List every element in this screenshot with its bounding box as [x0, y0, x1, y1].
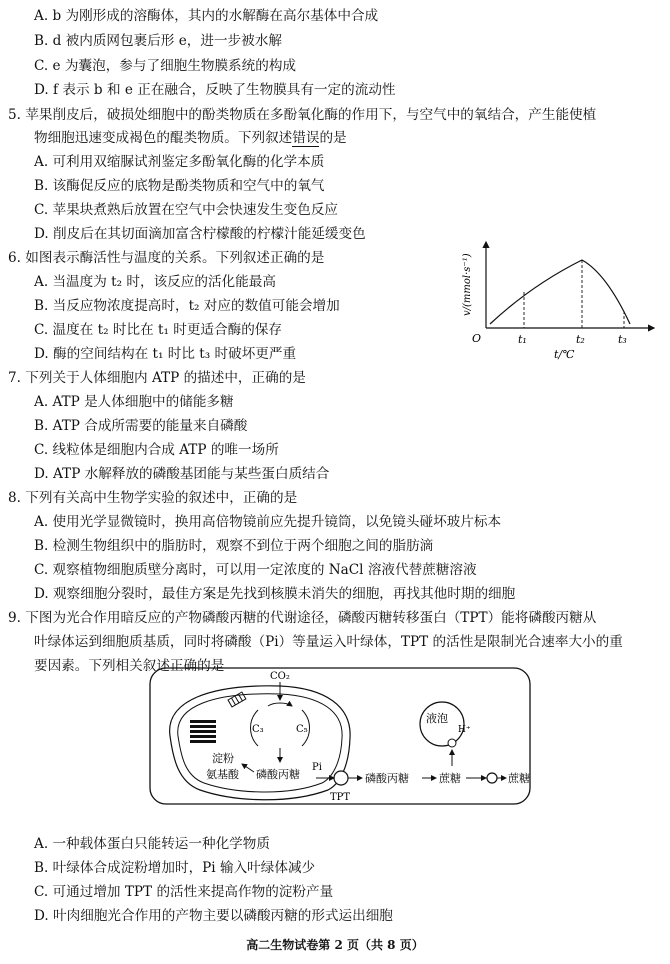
graph-y-label: v/(mmol·s⁻¹) [462, 253, 473, 316]
starch-label: 淀粉 [212, 752, 234, 765]
option-5b: B. 该酶促反应的底物是酚类物质和空气中的氧气 [34, 178, 325, 194]
page-footer: 高二生物试卷第 2 页（共 8 页） [246, 938, 424, 952]
activity-curve [490, 260, 630, 324]
option-5d: D. 削皮后在其切面滴加富含柠檬酸的柠檬汁能延缓变色 [34, 226, 366, 242]
small-thylakoid-icon [228, 692, 246, 707]
sucrose-out-label: 蔗糖 [508, 772, 530, 785]
option-8a: A. 使用光学显微镜时，换用高倍物镜前应先提升镜筒，以免镜头碰坏玻片标本 [34, 514, 502, 530]
option-4d: D. f 表示 b 和 e 正在融合，反映了生物膜具有一定的流动性 [34, 82, 396, 98]
tpt-transporter-icon [334, 771, 348, 785]
option-6b: B. 当反应物浓度提高时，t₂ 对应的数值可能会增加 [34, 298, 340, 314]
option-9c: C. 可通过增加 TPT 的活性来提高作物的淀粉产量 [34, 884, 334, 900]
triose-to-starch-arrow [242, 764, 254, 772]
sucrose-exporter-icon [487, 773, 497, 783]
graph-x-label: t/℃ [554, 348, 575, 361]
pi-label: Pi [312, 762, 322, 773]
option-6a: A. 当温度为 t₂ 时，该反应的活化能最高 [34, 274, 276, 290]
c5-label: C₅ [296, 724, 308, 735]
option-7d: D. ATP 水解释放的磷酸基团能与某些蛋白质结合 [34, 466, 330, 482]
q5-text: 物细胞迅速变成褐色的醌类物质。下列叙述 [34, 130, 293, 146]
option-9a: A. 一种载体蛋白只能转运一种化学物质 [34, 836, 270, 852]
sucrose-label: 蔗糖 [439, 772, 461, 785]
option-5c: C. 苹果块煮熟后放置在空气中会快速发生变色反应 [34, 202, 339, 218]
question-6-stem: 6. 如图表示酶活性与温度的关系。下列叙述正确的是 [8, 250, 325, 266]
option-9b: B. 叶绿体合成淀粉增加时，Pi 输入叶绿体减少 [34, 860, 316, 876]
option-5a: A. 可利用双缩脲试剂鉴定多酚氧化酶的化学本质 [34, 154, 325, 170]
question-9-stem: 9. 下图为光合作用暗反应的产物磷酸丙糖的代谢途径，磷酸丙糖转移蛋白（TPT）能将磷酸丙糖从 [8, 610, 597, 626]
q5-text-end: 的是 [319, 130, 347, 146]
graph-origin: O [472, 332, 482, 345]
question-9-stem-cont2: 要因素。下列相关叙述正确的是 [34, 658, 225, 674]
option-7c: C. 线粒体是细胞内合成 ATP 的唯一场所 [34, 442, 279, 458]
tick-t3: t₃ [618, 333, 627, 346]
option-4b: B. d 被内质网包裹后形 e，进一步被水解 [34, 33, 282, 49]
question-5-stem-cont [34, 128, 347, 148]
question-9-stem-cont1: 叶绿体运到细胞质基质，同时将磷酸（Pi）等量运入叶绿体，TPT 的活性是限制光合速率大小的重 [34, 634, 623, 650]
thylakoid-stack-icon [190, 720, 216, 743]
amino-acid-label: 氨基酸 [206, 768, 239, 781]
option-4c: C. e 为囊泡，参与了细胞生物膜系统的构成 [34, 58, 297, 74]
enzyme-temperature-graph [440, 236, 665, 361]
hplus-label: H⁺ [458, 725, 471, 735]
option-9d: D. 叶肉细胞光合作用的产物主要以磷酸丙糖的形式运出细胞 [34, 908, 393, 924]
triose-in-label: 磷酸丙糖 [256, 768, 300, 781]
option-8b: B. 检测生物组织中的脂肪时，观察不到位于两个细胞之间的脂肪滴 [34, 538, 434, 554]
question-7-stem: 7. 下列关于人体细胞内 ATP 的描述中，正确的是 [8, 370, 306, 386]
tpt-label: TPT [330, 792, 351, 803]
triose-phosphate-diagram [140, 666, 540, 828]
option-7b: B. ATP 合成所需要的能量来自磷酸 [34, 418, 248, 434]
question-8-stem: 8. 下列有关高中生物学实验的叙述中，正确的是 [8, 490, 298, 506]
option-4a: A. b 为刚形成的溶酶体，其内的水解酶在高尔基体中合成 [34, 8, 379, 24]
question-5-stem: 5. 苹果削皮后，破损处细胞中的酚类物质在多酚氧化酶的作用下，与空气中的氧结合，产生能使植 [8, 107, 597, 123]
option-6c: C. 温度在 t₂ 时比在 t₁ 时更适合酶的保存 [34, 322, 282, 338]
option-7a: A. ATP 是人体细胞中的储能多糖 [34, 394, 234, 410]
tick-t1: t₁ [518, 333, 527, 346]
triose-out-label: 磷酸丙糖 [365, 772, 409, 785]
option-6d: D. 酶的空间结构在 t₁ 时比 t₃ 时破坏更严重 [34, 346, 297, 362]
c3-label: C₃ [252, 724, 264, 735]
option-8d: D. 观察细胞分裂时，最佳方案是先找到核膜未消失的细胞，再找其他时期的细胞 [34, 586, 516, 602]
tick-t2: t₂ [576, 333, 585, 346]
option-8c: C. 观察植物细胞质壁分离时，可以用一定浓度的 NaCl 溶液代替蔗糖溶液 [34, 562, 477, 578]
vacuole-label: 液泡 [426, 712, 448, 725]
proton-pump-icon [448, 739, 456, 747]
q5-emphasis: 错误 [292, 130, 320, 146]
co2-label: CO₂ [270, 671, 290, 682]
